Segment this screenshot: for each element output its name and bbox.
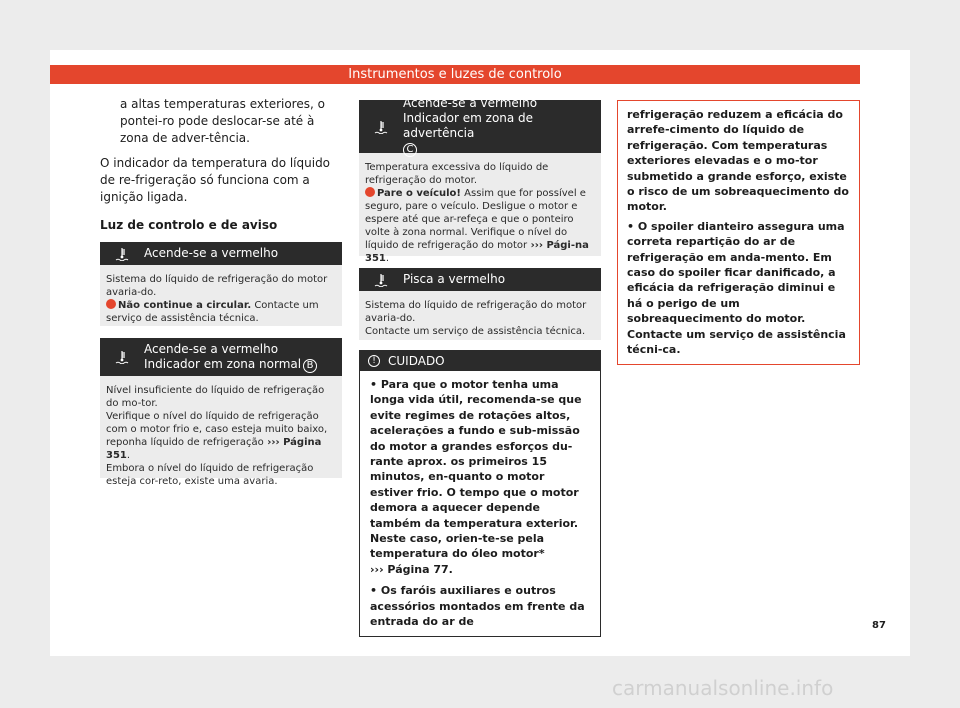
paragraph-continued: a altas temperaturas exteriores, o pontei-ro pode deslocar-se até à zona de adver-tência. — [120, 97, 325, 145]
coolant-temperature-icon — [359, 120, 403, 134]
page-reference: ››› Página 351 — [106, 437, 322, 461]
box-title-2: Indicador em zona normal — [144, 356, 302, 371]
page-number: 87 — [872, 620, 886, 631]
box-text: Nível insuficiente do líquido de refrigeração do mo-tor. — [106, 385, 325, 409]
box-text: Sistema do líquido de refrigeração do motor avaria-do. — [106, 274, 328, 298]
box-title: Acende-se a vermelho — [403, 96, 538, 110]
section-header: Instrumentos e luzes de controlo — [50, 65, 860, 84]
box-text: Assim que for possível e seguro, pare o veículo. Desligue o motor e espere até que ar-refeça e que o ponteiro volte à zona normal. Verifique o nível do líquido de refrigeração do motor — [365, 188, 586, 251]
caution-text: refrigeração reduzem a eficácia do arrefe-cimento do líquido de refrigeração. Com temperaturas exteriores elevadas e o mo-tor submetido a grande esforço, existe o risco de um sobreaquecimento do motor. — [627, 108, 849, 214]
box-title: Acende-se a vermelho — [144, 246, 279, 260]
caution-label: CUIDADO — [388, 354, 445, 368]
box-text: Contacte um serviço de assistência técnica. — [365, 326, 586, 337]
subheading: Luz de controlo e de aviso — [100, 218, 278, 232]
caution-text: • Os faróis auxiliares e outros acessórios montados em frente da entrada do ar de — [370, 584, 585, 629]
stop-indicator-icon — [365, 187, 375, 197]
box-title: Pisca a vermelho — [403, 272, 506, 286]
box-text: Contacte um serviço de assistência técnica. — [106, 300, 319, 324]
box-title-2: Indicador em zona de advertência — [403, 111, 534, 140]
watermark: carmanualsonline.info — [612, 676, 834, 700]
paragraph-indicator: O indicador da temperatura do líquido de re-frigeração só funciona com a ignição ligada. — [100, 156, 331, 204]
callout-letter: B — [303, 359, 317, 373]
warning-box-flashing — [359, 268, 601, 340]
page-reference: ››› Pági-na 351 — [365, 240, 589, 264]
box-text: Verifique o nível do líquido de refrigeração com o motor frio e, caso esteja muito baixo, reponha líquido de refrigeração — [106, 411, 328, 448]
caution-continued-box — [617, 100, 860, 365]
caution-box — [359, 350, 601, 637]
box-bold-text: Pare o veículo! — [377, 188, 461, 199]
warning-box-red-warning-zone: Acende-se a vermelho Indicador em zona de advertência C Temperatura excessiva do líquido de refrigeração do motor. Pare o veículo! Assim que for possível e seguro, pare o veículo. Desligue o motor e espere até que ar-refeça e que o ponteiro volte à zona normal. Verifique o nível do líquido de refrigeração do motor ››› Pági-na 351. — [359, 100, 601, 256]
column-1 — [100, 96, 342, 488]
box-text: Temperatura excessiva do líquido de refrigeração do motor. — [365, 162, 549, 186]
column-2 — [359, 96, 601, 637]
warning-box-red — [100, 242, 342, 326]
box-text: Sistema do líquido de refrigeração do motor avaria-do. — [365, 300, 587, 324]
column-3 — [617, 100, 860, 365]
callout-letter: C — [403, 143, 417, 157]
box-title: Acende-se a vermelho — [144, 341, 279, 356]
coolant-temperature-icon — [100, 247, 144, 261]
box-bold-text: Não continue a circular. — [118, 300, 252, 311]
coolant-temperature-icon — [359, 273, 403, 287]
stop-indicator-icon — [106, 299, 116, 309]
warning-box-red-normal: Acende-se a vermelho Indicador em zona normal B Nível insuficiente do líquido de refrigeração do mo-tor. Verifique o nível do líquido de refrigeração com o motor frio e, caso esteja muito baixo, reponha líquido de refrigeração ››› Página 351. Embora o nível do líquido de refrigeração esteja cor-reto, existe uma avaria. — [100, 338, 342, 478]
box-text: Embora o nível do líquido de refrigeração esteja cor-reto, existe uma avaria. — [106, 463, 314, 487]
caution-text: • Para que o motor tenha uma longa vida útil, recomenda-se que evite regimes de rotações altos, acelerações a fundo e sub-missão do motor a grandes esforços du-rante aprox. os primeiros 15 minutos, en-quanto o motor estiver frio. O tempo que o motor demora a aquecer depende também da temperatura exterior. Neste caso, orien-te-se pela temperatura do óleo motor* — [370, 378, 582, 561]
coolant-temperature-icon — [100, 350, 144, 364]
caution-text: • O spoiler dianteiro assegura uma correta repartição do ar de refrigeração em anda-mento. Em caso do spoiler ficar danificado, a eficácia da refrigeração diminui e há o perigo de um sobreaquecimento do motor. Contacte um serviço de assistência técni-ca. — [627, 219, 846, 357]
page-reference: ››› Página 77. — [370, 562, 453, 576]
caution-icon: ! — [368, 355, 380, 367]
